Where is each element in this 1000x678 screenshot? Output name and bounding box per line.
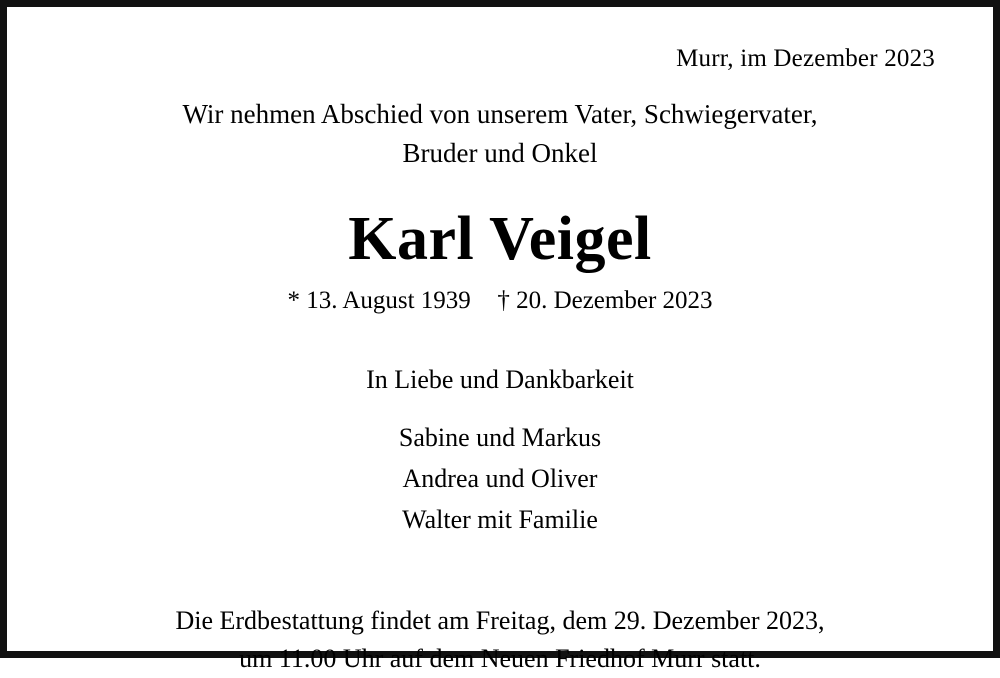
survivor-line: Walter mit Familie [402, 505, 598, 535]
gratitude-text: In Liebe und Dankbarkeit [366, 364, 634, 394]
intro-line-1: Wir nehmen Abschied von unserem Vater, Schwiegervater, [182, 98, 818, 129]
intro-text [47, 95, 953, 173]
death-date: 20. Dezember 2023 [516, 286, 713, 314]
death-symbol: † [497, 286, 510, 314]
ceremony-line-1: Die Erdbestattung findet am Freitag, dem 29. Dezember 2023, [175, 606, 825, 636]
ceremony-details [47, 602, 953, 677]
survivors-list [47, 417, 953, 540]
birth-date: 13. August 1939 [306, 286, 471, 314]
place-and-date: Murr, im Dezember 2023 [676, 45, 935, 72]
birth-symbol: * [287, 286, 300, 314]
life-dates [47, 286, 953, 316]
ceremony-line-2: um 11.00 Uhr auf dem Neuen Friedhof Murr statt. [239, 643, 761, 673]
deceased-name: Karl Veigel [348, 204, 652, 273]
survivor-line: Andrea und Oliver [402, 464, 598, 494]
intro-line-2: Bruder und Onkel [402, 137, 598, 168]
survivor-line: Sabine und Markus [398, 423, 602, 453]
